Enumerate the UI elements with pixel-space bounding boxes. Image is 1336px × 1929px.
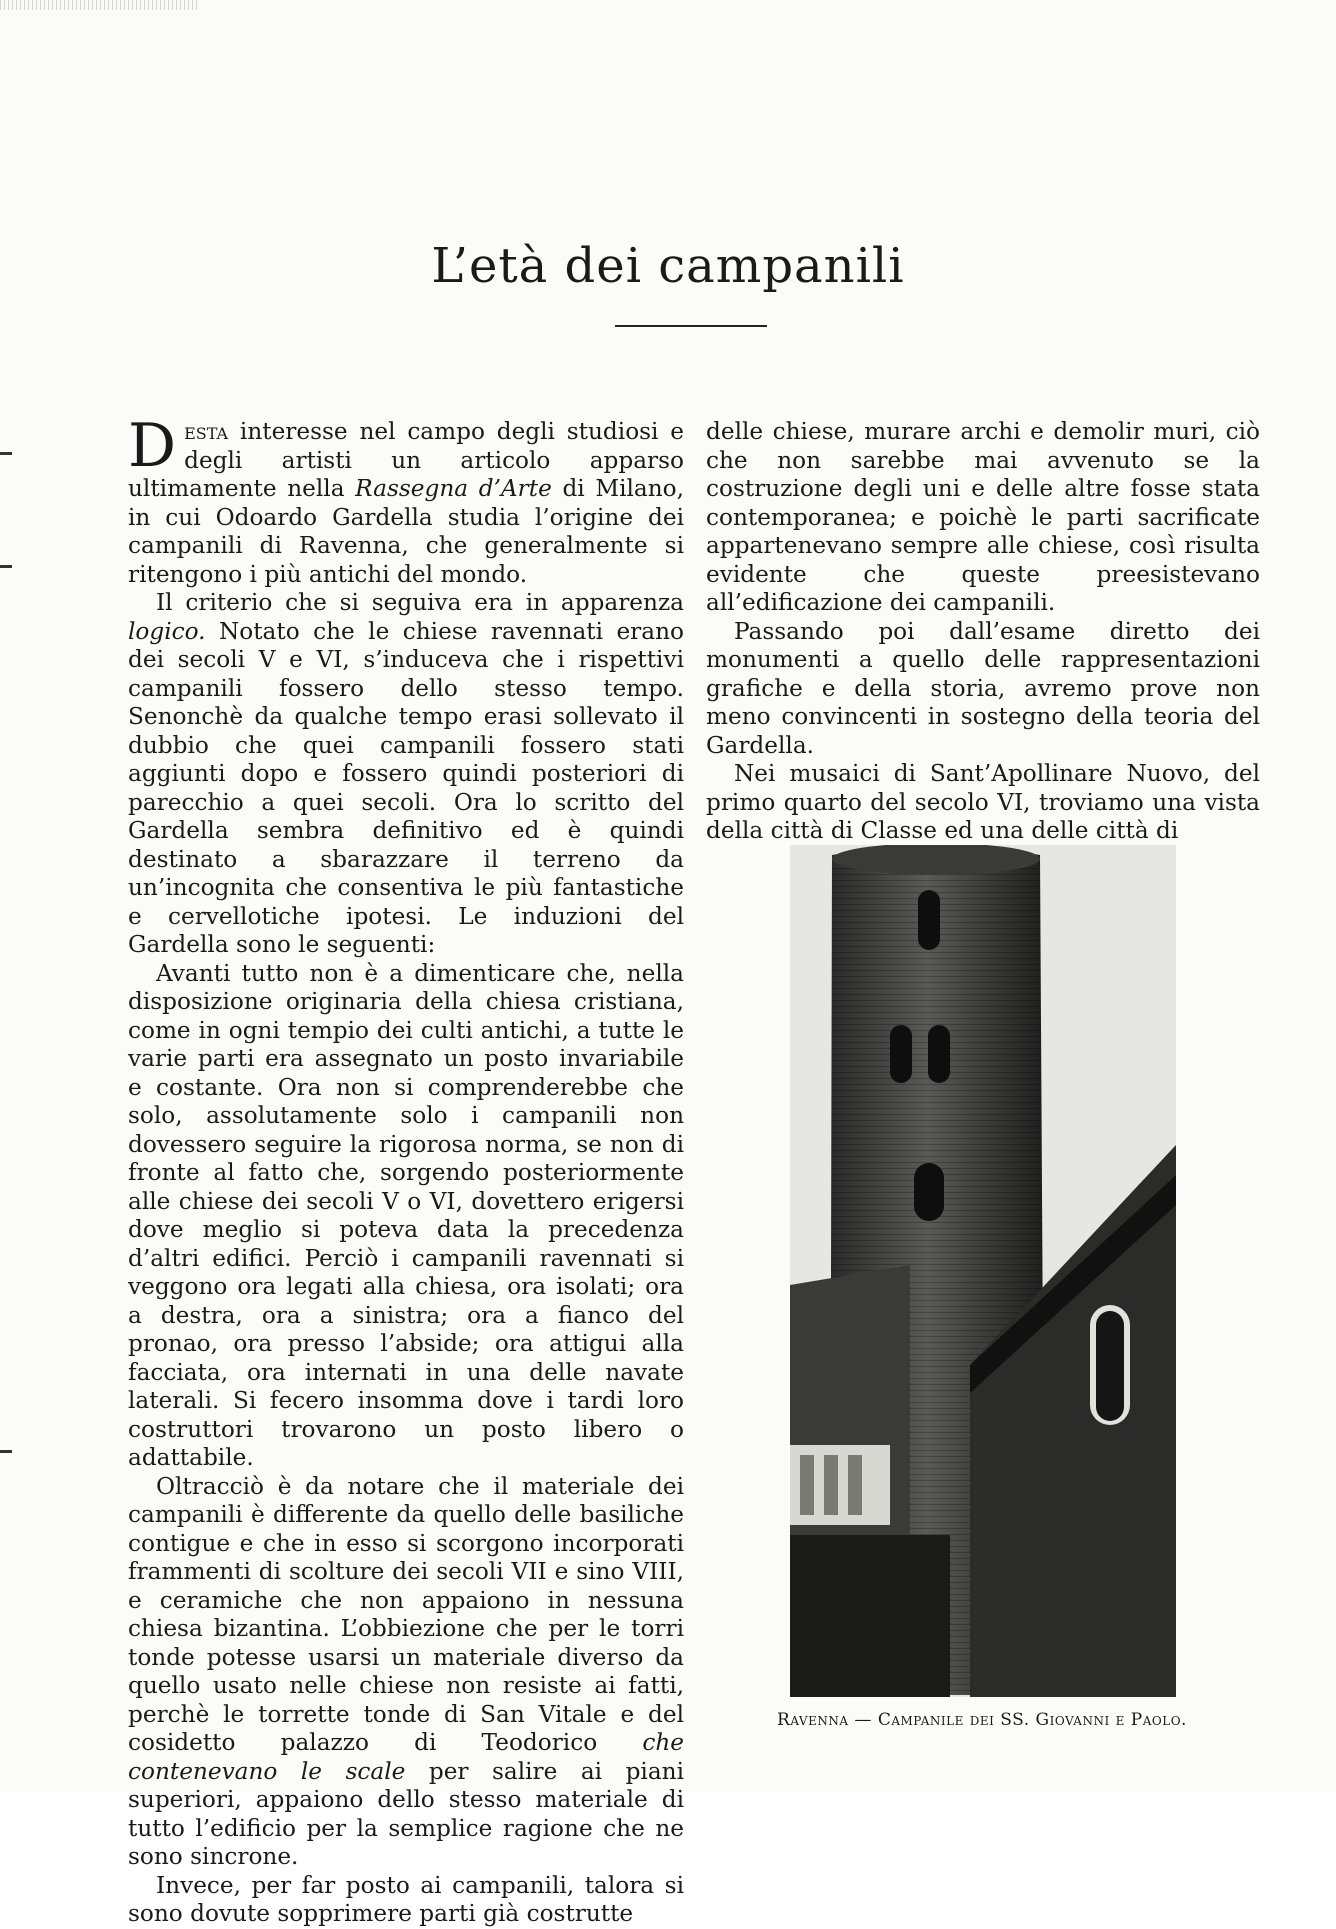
campanile-photo — [790, 845, 1176, 1697]
paragraph-5: Invece, per far posto ai campanili, talora si sono dovute sopprimere parti già costrutte — [128, 1871, 684, 1927]
paragraph-2 — [128, 589, 684, 960]
first-word: esta — [184, 418, 229, 445]
photo-caption: Ravenna — Campanile dei SS. Giovanni e Paolo. — [777, 1710, 1187, 1730]
paragraph-1 — [128, 411, 684, 589]
paragraph-2-end: Notato che le chiese ravennati erano dei secoli V e VI, s’induceva che i rispettivi campanili fossero dello stesso tempo. Senonchè da qualche tempo erasi sollevato il dubbio che quei campanili fossero stati aggiunti dopo e fossero quindi posteriori di parecchio a quei secoli. Ora lo scritto del Gardella sembra definitivo ed è quindi destinato a sbarazzare il terreno da un’incognita che consentiva le più fantastiche e cervellotiche ipotesi. Le induzioni del Gardella sono le seguenti: — [128, 617, 684, 958]
margin-mark — [0, 565, 12, 568]
margin-mark — [0, 452, 12, 455]
drop-cap: D — [128, 411, 177, 481]
left-column — [128, 411, 684, 1929]
margin-mark — [0, 1450, 12, 1453]
paragraph-1-text: interesse nel campo degli studiosi e degli artisti un articolo apparso ultimamente nella — [128, 418, 684, 502]
campanile-illustration — [790, 845, 1176, 1697]
right-paragraph-3: Nei musaici di Sant’Apollinare Nuovo, del primo quarto del secolo VI, troviamo una vista della città di Classe ed una delle città di — [706, 760, 1260, 844]
scan-noise — [0, 0, 200, 10]
right-paragraph-2: Passando poi dall’esame diretto dei monumenti a quello delle rappresentazioni grafiche e della storia, avremo prove non meno convincenti in sostegno della teoria del Gardella. — [706, 617, 1260, 759]
paragraph-4 — [128, 1473, 684, 1872]
journal-title: Rassegna d’Arte — [355, 475, 552, 502]
paragraph-2-text: Il criterio che si seguiva era in apparenza — [156, 589, 684, 616]
right-column — [706, 418, 1260, 846]
title-rule — [615, 325, 767, 327]
paragraph-3: Avanti tutto non è a dimenticare che, nella disposizione originaria della chiesa cristiana, come in ogni tempio dei culti antichi, a tutte le varie parti era assegnato un posto invariabile e costante. Ora non si comprenderebbe che solo, assolutamente solo i campanili non dovessero seguire la rigorosa norma, se non di fronte al fatto che, sorgendo posteriormente alle chiese dei secoli V o VI, dovettero erigersi dove meglio si poteva data la precedenza d’altri edifici. Perciò i campanili ravennati si veggono ora legati alla chiesa, ora isolati; ora a destra, ora a sinistra; ora a fianco del pronao, ora presso l’abside; ora attigui alla facciata, ora internati in una delle navate laterali. Si fecero insomma dove i tardi loro costruttori trovarono un posto libero o adattabile. — [128, 959, 684, 1471]
paragraph-1-end: di Milano, in cui Odoardo Gardella studia l’origine dei campanili di Ravenna, che generalmente si ritengono i più antichi del mondo. — [128, 475, 684, 588]
italic-logico: logico. — [128, 617, 206, 645]
right-paragraph-1: delle chiese, murare archi e demolir muri, ciò che non sarebbe mai avvenuto se la costruzione degli uni e delle altre fosse stata contemporanea; e poichè le parti sacrificate appartenevano sempre alle chiese, così risulta evidente che queste preesistevano all’edificazione dei campanili. — [706, 418, 1260, 616]
paragraph-4-end: per salire ai piani superiori, appaiono dello stesso materiale di tutto l’edificio per la semplice ragione che ne sono sincrone. — [128, 1757, 684, 1870]
article-title: L’età dei campanili — [431, 238, 905, 294]
italic-scale: che contenevano le scale — [128, 1729, 684, 1785]
paragraph-4-text: Oltracciò è da notare che il materiale dei campanili è differente da quello delle basiliche contigue e che in esso si scorgono incorporati frammenti di scolture dei secoli VII e sino VIII, e ceramiche che non appaiono in nessuna chiesa bizantina. L’obbiezione che per le torri tonde potesse usarsi un materiale diverso da quello usato nelle chiese non resiste ai fatti, perchè le torrette tonde di San Vitale e del cosidetto palazzo di Teodorico — [128, 1472, 684, 1756]
